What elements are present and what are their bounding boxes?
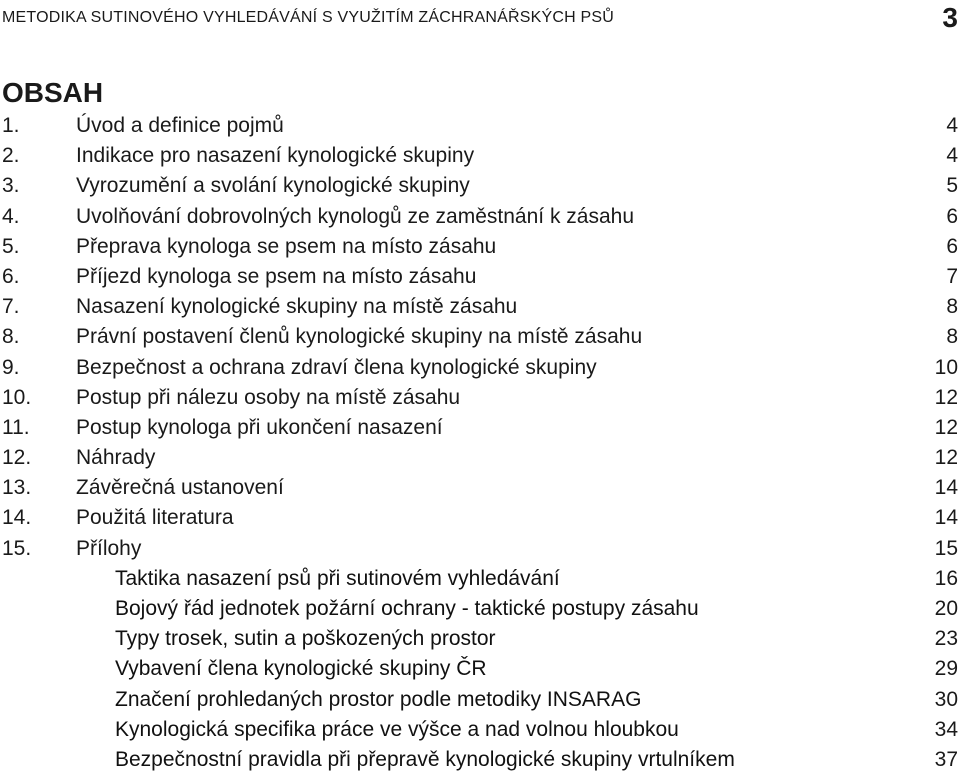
toc-appendix-title: Typy trosek, sutin a poškozených prostor	[115, 627, 496, 651]
toc-entry-page: 4	[946, 114, 958, 137]
toc-entry-number: 15.	[2, 536, 32, 560]
toc-appendix-title: Značení prohledaných prostor podle metodiky INSARAG	[115, 687, 642, 711]
toc-appendix-title: Taktika nasazení psů při sutinovém vyhledávání	[115, 566, 560, 590]
toc-entry-page: 5	[946, 174, 958, 198]
toc-entry-number: 5.	[2, 234, 20, 258]
toc-appendix-page: 34	[934, 717, 958, 741]
toc-appendix-title: Kynologická specifika práce ve výšce a nad volnou hloubkou	[115, 717, 679, 741]
toc-appendix-entry[interactable]	[0, 624, 958, 654]
toc-entry-number: 14.	[2, 506, 32, 530]
toc-appendix-title: Vybavení člena kynologické skupiny ČR	[115, 657, 487, 681]
toc-entry-title: Postup při nálezu osoby na místě zásahu	[76, 385, 461, 409]
toc-entry-page: 6	[946, 204, 958, 228]
toc-entry-title: Vyrozumění a svolání kynologické skupiny	[76, 174, 470, 198]
toc-entry[interactable]	[0, 322, 958, 352]
toc-entry-number: 2.	[2, 144, 20, 168]
toc-entry-page: 14	[934, 476, 958, 500]
toc-entry-page: 12	[934, 415, 958, 439]
toc-entry-title: Uvolňování dobrovolných kynologů ze zaměstnání k zásahu	[76, 204, 634, 228]
toc-entry-title: Indikace pro nasazení kynologické skupiny	[76, 144, 475, 168]
toc-entry-title: Postup kynologa při ukončení nasazení	[76, 415, 443, 439]
toc-appendix-title: Bezpečnostní pravidla při přepravě kynologické skupiny vrtulníkem	[115, 747, 735, 771]
toc-appendix-page: 23	[934, 627, 958, 651]
toc-entry-number: 6.	[2, 264, 20, 288]
toc-entry-page: 8	[946, 295, 958, 319]
toc-entry-number: 9.	[2, 355, 20, 379]
toc-entry-page: 7	[946, 264, 958, 288]
running-title: METODIKA SUTINOVÉHO VYHLEDÁVÁNÍ S VYUŽITÍM ZÁCHRANÁŘSKÝCH PSŮ	[2, 9, 615, 26]
table-of-contents	[0, 111, 958, 775]
toc-entry[interactable]	[0, 292, 958, 322]
toc-entry-title: Přeprava kynologa se psem na místo zásahu	[76, 234, 497, 258]
toc-entry-number: 8.	[2, 325, 20, 349]
toc-entry[interactable]	[0, 503, 958, 533]
toc-entry[interactable]	[0, 353, 958, 383]
toc-appendix-page: 37	[934, 747, 958, 771]
toc-entry-page: 15	[934, 536, 958, 560]
toc-entry-page: 6	[946, 234, 958, 258]
toc-entry-title: Závěrečná ustanovení	[76, 476, 284, 500]
toc-appendix-page: 16	[934, 566, 958, 590]
toc-entry[interactable]	[0, 111, 958, 141]
toc-appendix-entry[interactable]	[0, 685, 958, 715]
toc-entry-page: 10	[934, 355, 958, 379]
toc-entry[interactable]	[0, 232, 958, 262]
toc-appendix-entry[interactable]	[0, 594, 958, 624]
toc-entry-number: 7.	[2, 295, 20, 319]
toc-appendix-entry[interactable]	[0, 715, 958, 745]
toc-entry-page: 8	[946, 325, 958, 349]
toc-entry[interactable]	[0, 141, 958, 171]
toc-entry-title: Příjezd kynologa se psem na místo zásahu	[76, 264, 477, 288]
toc-entry[interactable]	[0, 383, 958, 413]
toc-appendix-page: 20	[934, 597, 958, 620]
toc-title: OBSAH	[2, 77, 104, 108]
toc-entry-title: Úvod a definice pojmů	[76, 114, 284, 137]
toc-entry-title: Právní postavení členů kynologické skupiny na místě zásahu	[76, 325, 643, 349]
toc-entry[interactable]	[0, 413, 958, 443]
toc-entry-number: 13.	[2, 476, 32, 500]
toc-entry[interactable]	[0, 171, 958, 201]
toc-appendix-page: 29	[934, 657, 958, 681]
toc-entry[interactable]	[0, 473, 958, 503]
toc-entry-title: Bezpečnost a ochrana zdraví člena kynologické skupiny	[76, 355, 597, 379]
toc-entry-number: 1.	[2, 114, 20, 137]
toc-appendix-page: 30	[934, 687, 958, 711]
toc-appendix-entry[interactable]	[0, 654, 958, 684]
page-number: 3	[942, 2, 958, 33]
toc-entry-number: 11.	[2, 415, 30, 439]
toc-entry-page: 12	[934, 446, 958, 470]
toc-entry-number: 12.	[2, 446, 32, 470]
toc-entry-title: Použitá literatura	[76, 506, 234, 530]
toc-appendix-entry[interactable]	[0, 564, 958, 594]
toc-entry-page: 14	[934, 506, 958, 530]
page-header	[2, 2, 958, 36]
toc-entry-number: 4.	[2, 204, 20, 228]
toc-entry-title: Přílohy	[76, 536, 142, 560]
toc-appendix-title: Bojový řád jednotek požární ochrany - taktické postupy zásahu	[115, 597, 699, 620]
toc-entry-number: 10.	[2, 385, 32, 409]
toc-entry-title: Náhrady	[76, 446, 156, 470]
toc-entry[interactable]	[0, 443, 958, 473]
toc-entry[interactable]	[0, 534, 958, 564]
toc-entry-page: 12	[934, 385, 958, 409]
toc-entry-number: 3.	[2, 174, 20, 198]
toc-entry[interactable]	[0, 262, 958, 292]
toc-entry-title: Nasazení kynologické skupiny na místě zásahu	[76, 295, 518, 319]
toc-appendix-entry[interactable]	[0, 745, 958, 775]
toc-entry-page: 4	[946, 144, 958, 168]
toc-entry[interactable]	[0, 202, 958, 232]
